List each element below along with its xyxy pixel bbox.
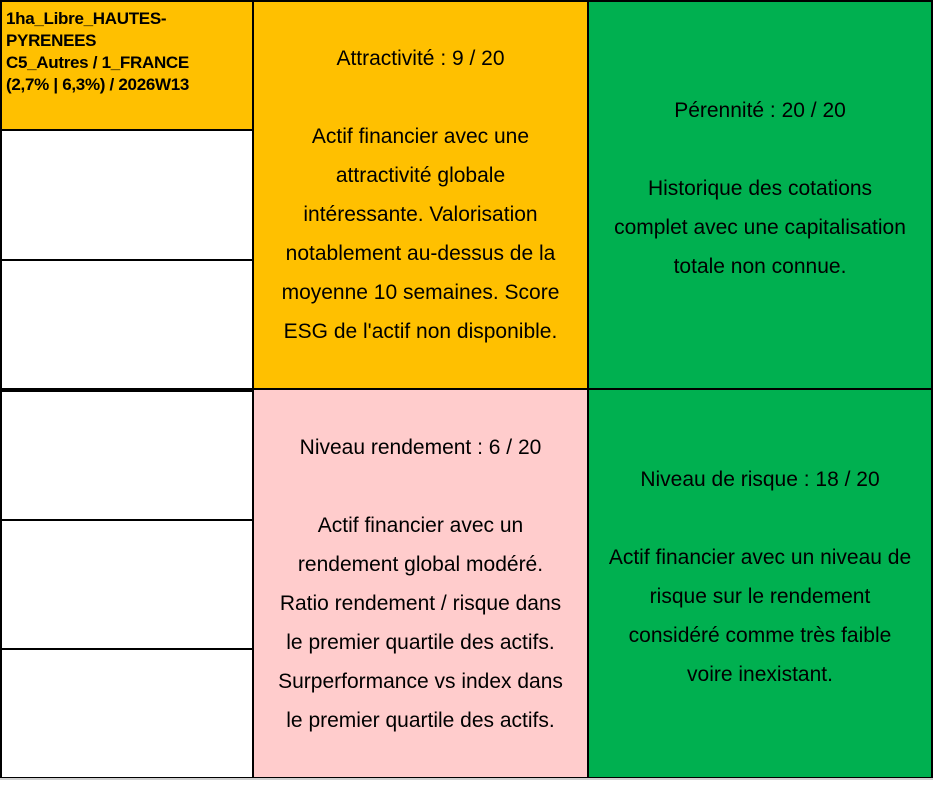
description-line: Actif financier avec une bbox=[311, 125, 530, 148]
empty-cell bbox=[0, 648, 254, 779]
risque-cell bbox=[587, 388, 933, 779]
description-line: Surperformance vs index dans bbox=[278, 669, 563, 693]
description-line: Actif financier avec un bbox=[317, 513, 524, 537]
description-line: notablement au-dessus de la bbox=[285, 242, 556, 265]
attractivite-title: Attractivité : 9 / 20 bbox=[336, 47, 505, 70]
risque-description bbox=[609, 538, 911, 694]
description-line: totale non connue. bbox=[673, 254, 847, 278]
description-line: intéressante. Valorisation bbox=[303, 203, 538, 226]
attractivite-description bbox=[282, 117, 560, 351]
rendement-cell bbox=[252, 388, 589, 779]
description-line: voire inexistant. bbox=[687, 662, 833, 686]
asset-category-line: C5_Autres / 1_FRANCE bbox=[6, 53, 189, 72]
empty-cell bbox=[0, 519, 254, 650]
perennite-cell bbox=[587, 0, 933, 390]
rendement-description bbox=[278, 506, 563, 740]
description-line: ESG de l'actif non disponible. bbox=[283, 320, 558, 343]
description-line: Historique des cotations bbox=[647, 176, 873, 200]
description-line: considéré comme très faible bbox=[628, 623, 892, 647]
description-line: rendement global modéré. bbox=[297, 552, 544, 576]
perennite-description bbox=[614, 169, 906, 286]
description-line: complet avec une capitalisation bbox=[614, 215, 906, 239]
risque-title: Niveau de risque : 18 / 20 bbox=[640, 467, 880, 491]
rendement-title: Niveau rendement : 6 / 20 bbox=[299, 435, 542, 459]
perennite-title: Pérennité : 20 / 20 bbox=[674, 98, 846, 122]
description-line: Actif financier avec un niveau de bbox=[608, 545, 912, 569]
description-line: attractivité globale bbox=[335, 164, 506, 187]
asset-name-line2: PYRENEES bbox=[6, 31, 97, 50]
asset-header-cell bbox=[0, 0, 254, 131]
description-line: Ratio rendement / risque dans bbox=[279, 591, 562, 615]
bottom-gridline bbox=[0, 778, 933, 780]
description-line: moyenne 10 semaines. Score bbox=[281, 281, 560, 304]
attractivite-cell bbox=[252, 0, 589, 390]
asset-stats-line: (2,7% | 6,3%) / 2026W13 bbox=[6, 75, 190, 94]
description-line: risque sur le rendement bbox=[649, 584, 871, 608]
empty-cell bbox=[0, 259, 254, 390]
empty-cell bbox=[0, 390, 254, 521]
asset-name-line1: 1ha_Libre_HAUTES- bbox=[6, 9, 167, 28]
description-line: le premier quartile des actifs. bbox=[286, 630, 555, 654]
empty-cell bbox=[0, 129, 254, 261]
description-line: le premier quartile des actifs. bbox=[286, 708, 555, 732]
